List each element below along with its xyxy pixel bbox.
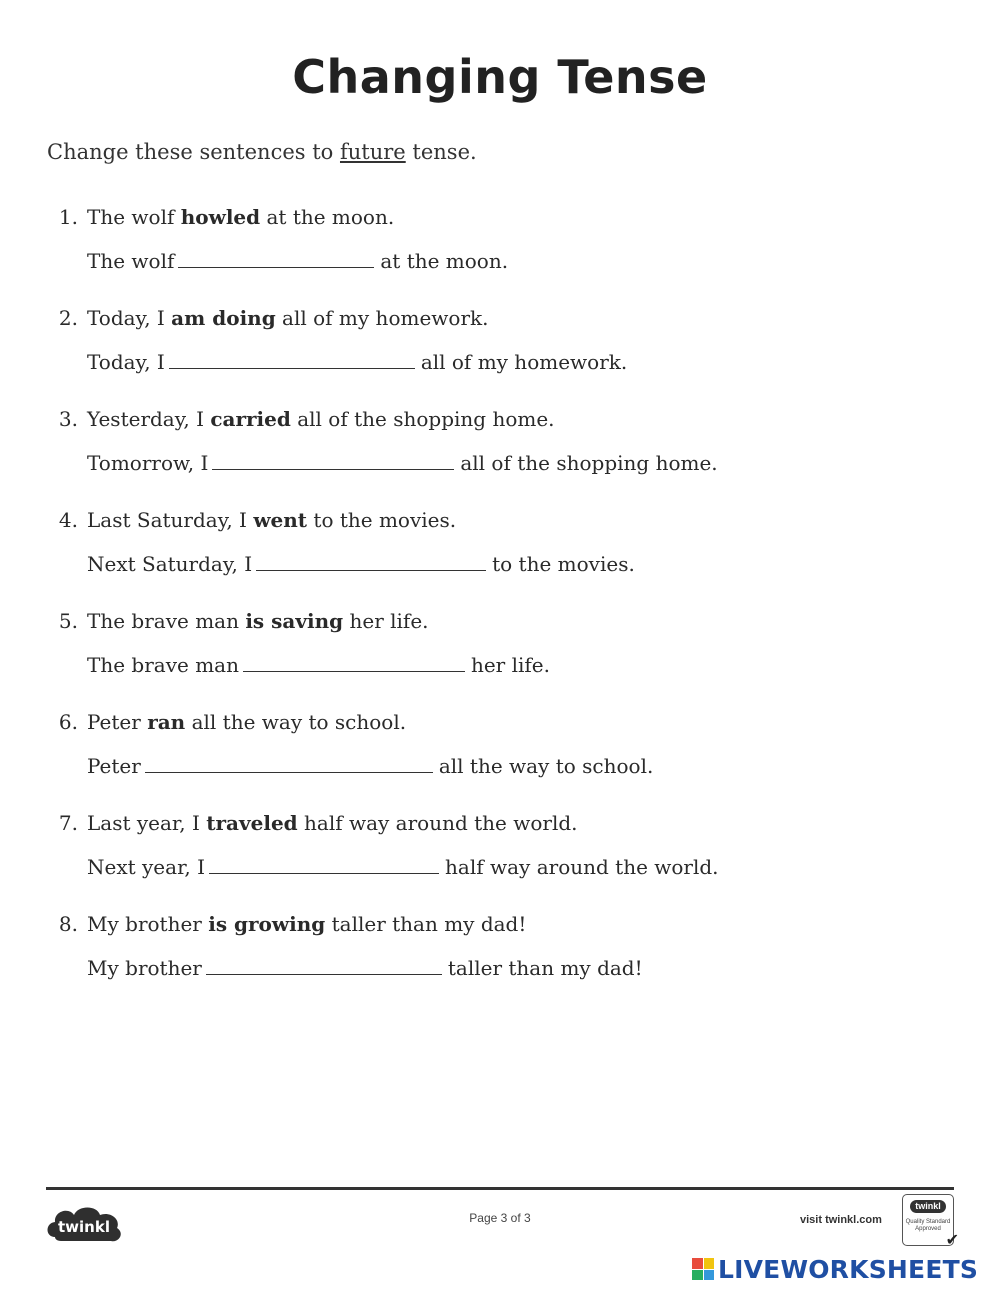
sentence-text: Peter [87,754,141,778]
sentence-text: all the way to school. [438,754,654,778]
highlighted-verb: traveled [206,811,298,835]
sentence-text: Last Saturday, I [87,508,254,532]
sentence-text: her life. [470,653,550,677]
question-number: 8. [58,912,78,936]
question-4 [50,503,950,604]
original-sentence [87,306,488,330]
answer-blank[interactable] [212,451,454,470]
answer-sentence [87,552,635,576]
answer-sentence [87,754,653,778]
liveworksheets-watermark [692,1254,978,1284]
sentence-text: Today, I [87,306,172,330]
answer-blank[interactable] [169,350,415,369]
original-sentence [87,205,394,229]
answer-blank[interactable] [243,653,465,672]
answer-sentence [87,855,719,879]
answer-blank[interactable] [178,249,374,268]
answer-sentence [87,249,508,273]
highlighted-verb: am doing [171,306,276,330]
answer-sentence [87,451,718,475]
sentence-text: The brave man [87,653,239,677]
instruction [47,140,477,164]
sentence-text: all of the shopping home. [290,407,555,431]
sentence-text: all the way to school. [185,710,407,734]
quality-badge [902,1194,959,1249]
question-number: 7. [58,811,78,835]
sentence-text: at the moon. [380,249,509,273]
liveworksheets-icon [692,1258,714,1280]
page-number: Page 3 of 3 [469,1211,531,1225]
highlighted-verb: ran [147,710,186,734]
highlighted-verb: howled [180,205,261,229]
sentence-text: Tomorrow, I [87,451,209,475]
sentence-text: Yesterday, I [87,407,211,431]
instruction-suffix: tense. [405,140,477,164]
answer-sentence [87,956,643,980]
question-number: 3. [58,407,78,431]
highlighted-verb: went [253,508,308,532]
answer-blank[interactable] [145,754,433,773]
sentence-text: all of my homework. [420,350,628,374]
original-sentence [87,609,429,633]
sentence-text: all of my homework. [275,306,489,330]
original-sentence [87,407,555,431]
sentence-text: half way around the world. [445,855,719,879]
answer-blank[interactable] [209,855,439,874]
question-6 [50,705,950,806]
check-icon: ✔ [945,1230,959,1249]
question-2 [50,301,950,402]
sentence-text: Today, I [87,350,165,374]
sentence-text: The wolf [87,249,175,273]
question-1 [50,200,950,301]
sentence-text: Peter [87,710,148,734]
sentence-text: The brave man [87,609,246,633]
question-list [50,200,950,1008]
original-sentence [87,710,406,734]
sentence-text: The wolf [87,205,181,229]
question-7 [50,806,950,907]
sentence-text: taller than my dad! [325,912,527,936]
question-number: 1. [58,205,78,229]
instruction-underlined: future [339,140,406,164]
sentence-text: Last year, I [87,811,207,835]
page-title: Changing Tense [292,50,708,104]
instruction-prefix: Change these sentences to [47,140,340,164]
sentence-text: half way around the world. [297,811,578,835]
answer-blank[interactable] [256,552,486,571]
visit-link[interactable]: visit twinkl.com [800,1214,882,1226]
question-3 [50,402,950,503]
badge-brand: twinkl [910,1200,946,1213]
highlighted-verb: is growing [208,912,326,936]
footer-divider [46,1187,954,1190]
highlighted-verb: carried [210,407,291,431]
sentence-text: to the movies. [492,552,635,576]
answer-sentence [87,653,550,677]
question-number: 2. [58,306,78,330]
question-5 [50,604,950,705]
highlighted-verb: is saving [245,609,344,633]
question-number: 6. [58,710,78,734]
original-sentence [87,912,526,936]
sentence-text: taller than my dad! [447,956,643,980]
sentence-text: My brother [87,956,202,980]
original-sentence [87,811,578,835]
answer-blank[interactable] [206,956,442,975]
sentence-text: her life. [343,609,429,633]
sentence-text: at the moon. [260,205,395,229]
question-number: 5. [58,609,78,633]
question-number: 4. [58,508,78,532]
original-sentence [87,508,456,532]
liveworksheets-text: LIVEWORKSHEETS [718,1254,979,1284]
question-8 [50,907,950,1008]
badge-text: Quality Standard Approved [905,1219,951,1232]
sentence-text: all of the shopping home. [460,451,718,475]
sentence-text: Next Saturday, I [87,552,253,576]
sentence-text: Next year, I [87,855,206,879]
sentence-text: My brother [87,912,209,936]
sentence-text: to the movies. [307,508,457,532]
logo-text: twinkl [58,1218,110,1236]
answer-sentence [87,350,627,374]
